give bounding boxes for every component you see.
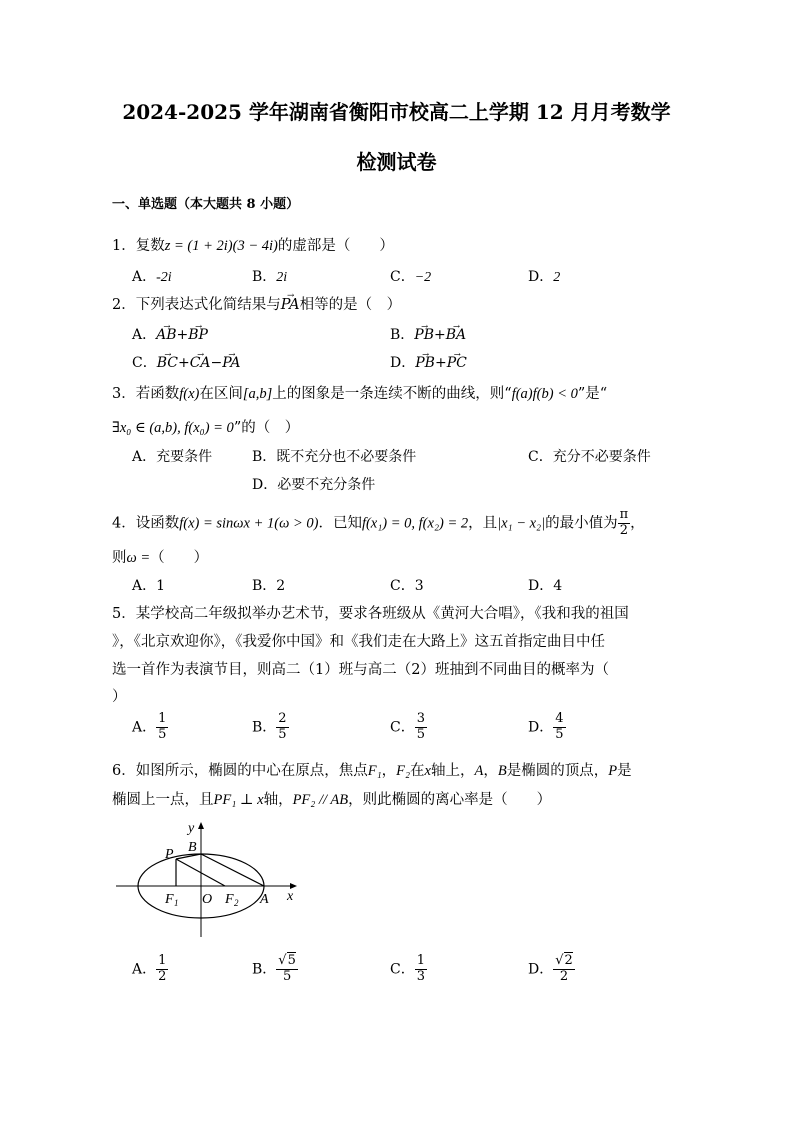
option-a[interactable]: A．-2i <box>132 269 172 285</box>
question-1 <box>112 234 394 255</box>
option-a[interactable]: A．→ AB+→ BP <box>132 324 208 344</box>
question-text: 相等的是（ ） <box>299 297 402 313</box>
question-2 <box>112 293 401 314</box>
option-d[interactable]: D． $\frac{4}{5}$ <box>528 711 564 742</box>
option-d[interactable]: D．必要不充分条件 <box>252 477 376 493</box>
label-f2-sub: 2 <box>234 898 239 908</box>
question-text: 复数 <box>135 238 165 254</box>
option-c[interactable]: C．充分不必要条件 <box>528 449 651 465</box>
label-f1: F <box>165 892 174 907</box>
label-f2: F <box>225 892 234 907</box>
question-5-line4: ） <box>112 689 127 705</box>
option-a[interactable]: A．充要条件 <box>132 449 213 465</box>
option-c[interactable]: C．→ BC+→ CA−→ PA <box>132 352 241 372</box>
option-b[interactable]: B．→ PB+→ BA <box>390 324 466 344</box>
section-heading: 一、单选题（本大题共 8 小题） <box>112 197 300 212</box>
label-a: A <box>260 892 269 907</box>
option-d[interactable]: D．2 <box>528 269 561 285</box>
label-y: y <box>188 821 195 836</box>
option-d[interactable]: D．→ PB+→ PC <box>390 352 467 372</box>
math-expression: z = (1 + 2i)(3 − 4i) <box>164 238 278 254</box>
question-3: 3．若函数f(x)在区间[a,b]上的图象是一条连续不断的曲线，则“f(a)f(b) < 0”是“ <box>112 386 608 402</box>
option-d[interactable]: D．4 <box>528 578 563 594</box>
question-5-line1: 5．某学校高二年级拟举办艺术节，要求各班级从《黄河大合唱》，《我和我的祖国 <box>112 606 629 622</box>
label-o: O <box>202 892 213 907</box>
option-c[interactable]: C． $\frac{3}{5}$ <box>390 711 425 742</box>
question-text: 的虚部是（ ） <box>277 238 394 254</box>
option-b[interactable]: B． $\frac{2}{5}$ <box>252 711 287 742</box>
option-d[interactable]: D． $\frac{√2}{2}$ <box>528 953 573 984</box>
ellipse-figure <box>110 815 310 940</box>
page-title: 2024-2025 学年湖南省衡阳市校高二上学期 12 月月考数学 <box>122 100 671 124</box>
question-number: 1． <box>112 238 136 254</box>
option-c[interactable]: C． $\frac{1}{3}$ <box>390 953 425 984</box>
label-f1-sub: 1 <box>174 898 179 908</box>
question-3-line2: ∃x₀ ∈ (a,b), f(x₀) = 0”的（ ） <box>112 420 300 436</box>
option-a[interactable]: A． $\frac{1}{2}$ <box>132 953 167 984</box>
question-4: 4．设函数f(x) = sinωx + 1(ω > 0)．已知f(x₁) = 0, f(x₂) = 2，且|x₁ − x₂|的最小值为 $\frac{\pi}{2}$ ， <box>112 507 645 538</box>
label-x: x <box>287 889 294 904</box>
option-b[interactable]: B．既不充分也不必要条件 <box>252 449 417 465</box>
label-p: P <box>165 847 174 862</box>
option-c[interactable]: C．−2 <box>390 269 432 285</box>
option-a[interactable]: A． $\frac{1}{5}$ <box>132 711 167 742</box>
fraction-pi-over-2: $\frac{\pi}{2}$ <box>619 507 629 538</box>
vector-pa: → PA <box>281 297 300 313</box>
option-b[interactable]: B．2 <box>252 578 286 594</box>
question-text: 下列表达式化简结果与 <box>135 297 281 313</box>
option-b[interactable]: B．2i <box>252 269 288 285</box>
question-5-line3: 选一首作为表演节目，则高二（1）班与高二（2）班抽到不同曲目的概率为（ <box>112 662 609 678</box>
question-5-line2: 》，《北京欢迎你》，《我爱你中国》和《我们走在大路上》这五首指定曲目中任 <box>112 634 605 650</box>
question-4-line2: 则ω =（ ） <box>112 550 209 566</box>
option-b[interactable]: B． $\frac{√5}{5}$ <box>252 953 296 984</box>
option-c[interactable]: C．3 <box>390 578 424 594</box>
page-subtitle: 检测试卷 <box>356 150 437 174</box>
label-b: B <box>188 840 197 855</box>
question-number: 2． <box>112 297 136 313</box>
question-6-line2: 椭圆上一点，且PF₁ ⊥ x轴，PF₂ // AB，则此椭圆的离心率是（ ） <box>112 792 552 808</box>
question-6-line1: 6．如图所示，椭圆的中心在原点，焦点F₁，F₂在x轴上，A，B是椭圆的顶点，P是 <box>112 763 632 779</box>
option-a[interactable]: A．1 <box>132 578 166 594</box>
